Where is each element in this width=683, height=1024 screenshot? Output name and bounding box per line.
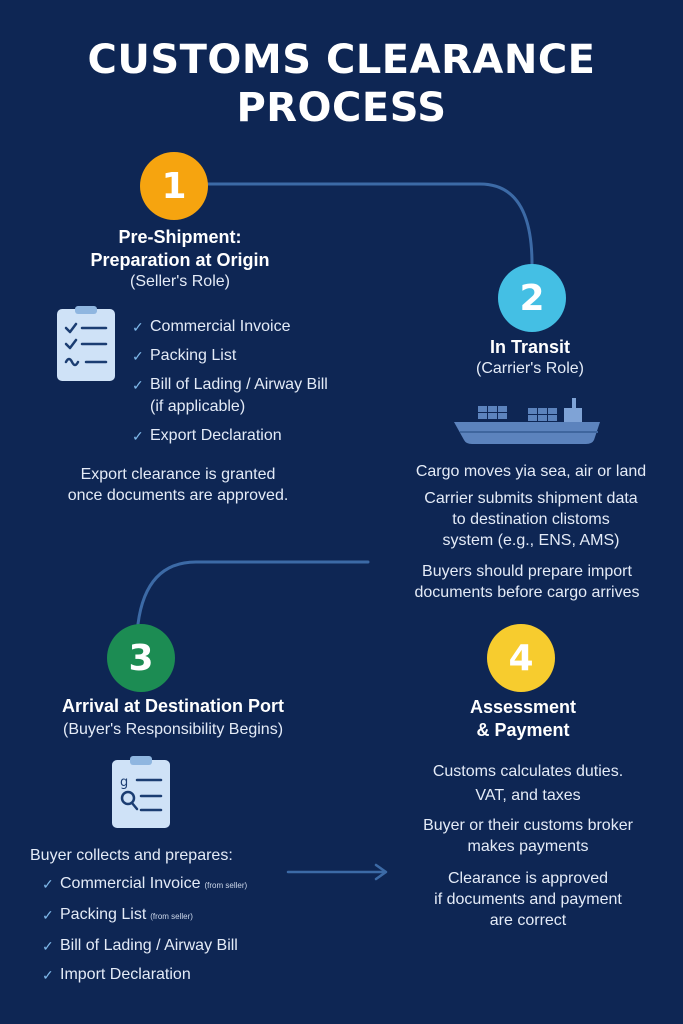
cargo-ship-icon [452, 396, 604, 448]
step-2-heading: In Transit [489, 337, 570, 357]
step-4-text-1: Customs calculates duties. VAT, and taxes [432, 763, 624, 804]
step-1-heading-line-1: Pre-Shipment: [118, 227, 242, 247]
step-1-number-badge: 1 [140, 152, 208, 220]
step-1-document-list [132, 316, 328, 454]
list-item: ✓ Import Declaration [42, 964, 247, 986]
check-icon: ✓ [132, 319, 144, 335]
step-2-text-2: Carrier submits shipment data to destination clistoms system (e.g., ENS, AMS) [424, 490, 638, 549]
step-3-intro: Buyer collects and prepares: [30, 847, 233, 864]
check-icon: ✓ [42, 967, 54, 983]
step-3-heading: Arrival at Destination Port [61, 696, 285, 716]
connector-2-to-3 [138, 562, 368, 624]
step-1-heading [40, 226, 320, 272]
list-item: ✓ Commercial Invoice [132, 316, 328, 338]
step-4-heading: Assessment & Payment [469, 697, 577, 740]
step-3-number-badge: 3 [107, 624, 175, 692]
step-1-note: Export clearance is granted once documents are approved. [67, 466, 289, 504]
check-icon: ✓ [132, 377, 144, 393]
step-4-text-2: Buyer or their customs broker makes payments [423, 817, 633, 855]
step-4-text-3: Clearance is approved if documents and payment are correct [434, 870, 622, 929]
step-2-role: (Carrier's Role) [476, 360, 584, 377]
step-1-role: (Seller's Role) [130, 273, 230, 290]
list-item: ✓ Packing List [132, 345, 328, 367]
step-3-role: (Buyer's Responsibility Begins) [62, 721, 284, 738]
svg-text:g: g [120, 775, 129, 790]
title-line-1: CUSTOMS CLEARANCE [87, 37, 596, 83]
list-item: ✓ Commercial Invoice (from seller) [42, 873, 247, 897]
check-icon: ✓ [132, 348, 144, 364]
title-line-2: PROCESS [236, 85, 447, 131]
list-item: ✓ Export Declaration [132, 425, 328, 447]
step-3-document-list [42, 873, 247, 993]
check-icon: ✓ [42, 938, 54, 954]
list-item: ✓ Bill of Lading / Airway Bill [42, 935, 247, 957]
clipboard-checklist-icon [56, 306, 118, 384]
check-icon: ✓ [42, 876, 54, 892]
step-4-number-badge: 4 [487, 624, 555, 692]
check-icon: ✓ [42, 907, 54, 923]
step-2-text-3: Buyers should prepare import documents before cargo arrives [414, 563, 640, 601]
connector-3-to-4-arrow [288, 865, 386, 879]
list-item: ✓ Bill of Lading / Airway Bill (if applicable) [132, 376, 328, 415]
list-item: ✓ Packing List (from seller) [42, 904, 247, 928]
check-icon: ✓ [132, 428, 144, 444]
step-1-heading-line-2: Preparation at Origin [90, 250, 270, 270]
step-2-text-1: Cargo moves yia sea, air or land [415, 463, 647, 480]
clipboard-search-icon [111, 756, 173, 830]
step-2-number-badge: 2 [498, 264, 566, 332]
